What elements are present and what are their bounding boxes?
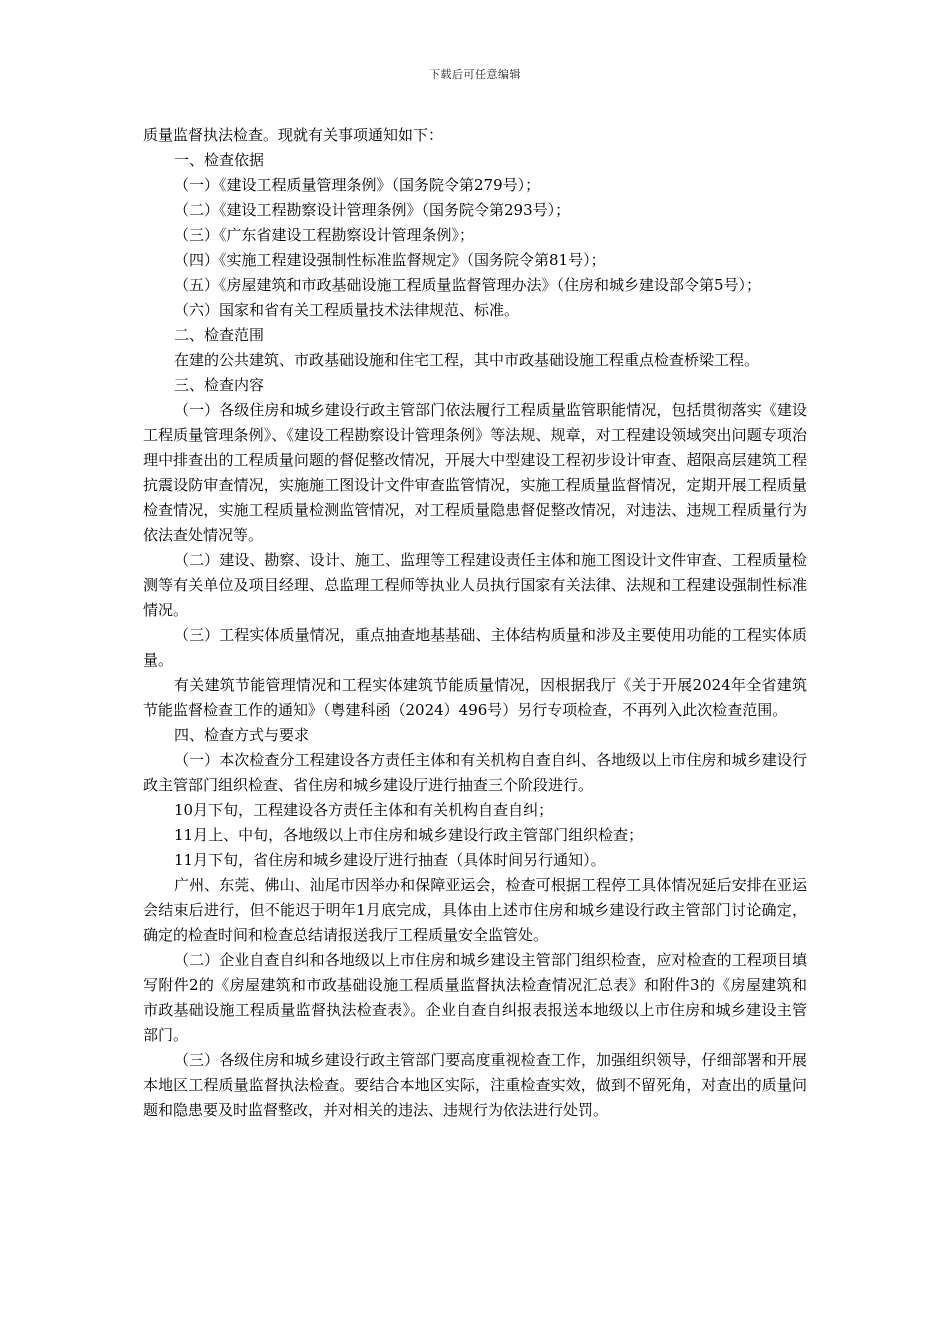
list-item: （一）《建设工程质量管理条例》（国务院令第279号）；	[174, 176, 541, 194]
paragraph: （三）各级住房和城乡建设行政主管部门要高度重视检查工作，加强组织领导，仔细部署和开展本地区工程质量监督执法检查。要结合本地区实际，注重检查实效，做到不留死角，对查出的质量问题和隐患要及时监督整改，并对相关的违法、违规行为依法进行处罚。	[143, 1051, 807, 1119]
paragraph: 11月上、中旬，各地级以上市住房和城乡建设行政主管部门组织检查；	[174, 826, 644, 844]
list-item: （二）《建设工程勘察设计管理条例》（国务院令第293号）；	[174, 201, 571, 219]
paragraph: （一）本次检查分工程建设各方责任主体和有关机构自查自纠、各地级以上市住房和城乡建设行政主管部门组织检查、省住房和城乡建设厅进行抽查三个阶段进行。	[143, 751, 807, 794]
section-heading-content: 三、检查内容	[174, 376, 265, 394]
list-item: （五）《房屋建筑和市政基础设施工程质量监督管理办法》（住房和城乡建设部令第5号）；	[174, 276, 762, 294]
section-heading-scope: 二、检查范围	[174, 326, 265, 344]
paragraph: 有关建筑节能管理情况和工程实体建筑节能质量情况，因根据我厅《关于开展2024年全省建筑节能监督检查工作的通知》（粤建科函（2024）496号）另行专项检查，不再列入此次检查范围。	[143, 676, 807, 719]
list-item: （四）《实施工程建设强制性标准监督规定》（国务院令第81号）；	[174, 251, 606, 269]
paragraph: （二）建设、勘察、设计、施工、监理等工程建设责任主体和施工图设计文件审查、工程质量检测等有关单位及项目经理、总监理工程师等执业人员执行国家有关法律、法规和工程建设强制性标准情况。	[143, 551, 807, 619]
document-body	[143, 123, 807, 1123]
list-item: （六）国家和省有关工程质量技术法律规范、标准。	[174, 301, 520, 319]
paragraph: 在建的公共建筑、市政基础设施和住宅工程，其中市政基础设施工程重点检查桥梁工程。	[174, 351, 760, 369]
list-item: （三）《广东省建设工程勘察设计管理条例》；	[174, 226, 475, 244]
paragraph: （一）各级住房和城乡建设行政主管部门依法履行工程质量监管职能情况，包括贯彻落实《建设工程质量管理条例》、《建设工程勘察设计管理条例》等法规、规章，对工程建设领域突出问题专项治理中排查出的工程质量问题的督促整改情况，开展大中型建设工程初步设计审查、超限高层建筑工程抗震设防审查情况，实施施工图设计文件审查监管情况，实施工程质量监督情况，定期开展工程质量检查情况，实施工程质量检测监管情况，对工程质量隐患督促整改情况，对违法、违规工程质量行为依法查处情况等。	[143, 401, 807, 544]
section-heading-method: 四、检查方式与要求	[174, 726, 310, 744]
section-heading-basis: 一、检查依据	[174, 151, 265, 169]
paragraph-intro: 质量监督执法检查。现就有关事项通知如下：	[143, 126, 444, 144]
paragraph: 11月下旬，省住房和城乡建设厅进行抽查（具体时间另行通知）。	[174, 851, 606, 869]
page-header: 下载后可任意编辑	[429, 68, 521, 81]
paragraph: （三）工程实体质量情况，重点抽查地基基础、主体结构质量和涉及主要使用功能的工程实体质量。	[143, 626, 807, 669]
paragraph: （二）企业自查自纠和各地级以上市住房和城乡建设主管部门组织检查，应对检查的工程项目填写附件2的《房屋建筑和市政基础设施工程质量监督执法检查情况汇总表》和附件3的《房屋建筑和市政基础设施工程质量监督执法检查表》。企业自查自纠报表报送本地级以上市住房和城乡建设主管部门。	[143, 951, 807, 1044]
paragraph: 广州、东莞、佛山、汕尾市因举办和保障亚运会，检查可根据工程停工具体情况延后安排在亚运会结束后进行，但不能迟于明年1月底完成，具体由上述市住房和城乡建设行政主管部门讨论确定，确定的检查时间和检查总结请报送我厅工程质量安全监管处。	[143, 876, 807, 944]
paragraph: 10月下旬，工程建设各方责任主体和有关机构自查自纠；	[174, 801, 554, 819]
